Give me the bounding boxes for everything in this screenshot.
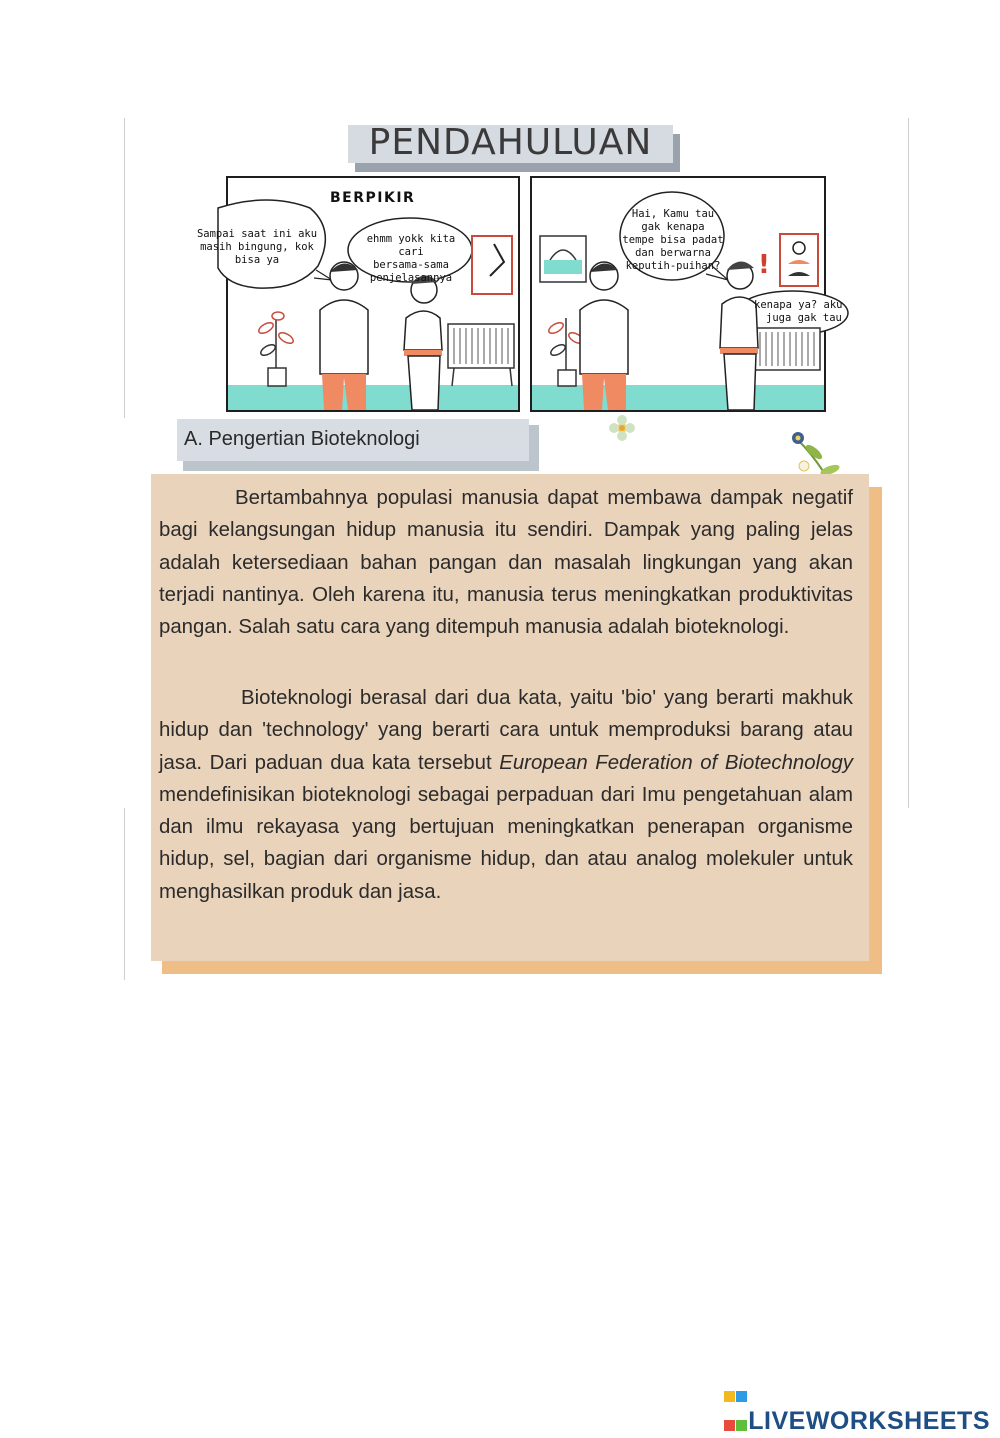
logo-squares-icon [724, 1380, 748, 1438]
paragraph-1-text: Bertambahnya populasi manusia dapat membawa dampak negatif bagi kelangsungan hidup manusia itu sendiri. Dampak yang paling jelas adalah ketersediaan bahan pangan dan masalah lingkungan yang akan terjadi nantinya. Oleh karena itu, manusia terus meningkatkan produktivitas pangan. Salah satu cara yang ditempuh manusia adalah bioteknologi. [159, 487, 853, 639]
bubble-line: Hai, Kamu tau [631, 208, 715, 220]
page-border-right [908, 118, 909, 808]
page-title: PENDAHULUAN [368, 122, 653, 163]
bubble-line: ehmm yokk kita cari [366, 233, 456, 258]
bubble-line: juga gak tau [766, 312, 842, 324]
bubble-line: masih bingung, kok [200, 241, 314, 253]
bubble-line: bersama-sama [373, 259, 449, 271]
bubble-line: gak kenapa [641, 221, 705, 233]
page-border-left [124, 118, 125, 418]
bubble-line: penjelasannya [369, 272, 453, 284]
bubble-line: kenapa ya? aku [754, 299, 843, 311]
liveworksheets-logo[interactable] [724, 1380, 990, 1438]
comic-panel-1-illustration [228, 178, 518, 410]
bubble-line: dan berwarna [635, 247, 711, 259]
paragraph-2-text-a: Bioteknologi berasal dari dua kata, yaitu 'bio' yang berarti makhuk hidup dan 'technology' yang berarti cara untuk memproduksi barang atau jasa. Dari paduan dua kata tersebut [159, 687, 853, 774]
paragraph-2-italic: European Federation of Biotechnology [499, 751, 853, 774]
panel-2-bubble-top [618, 208, 728, 273]
panel-1-heading: BERPIKIR [330, 190, 416, 206]
bubble-line: keputih-puihan? [625, 260, 721, 272]
exclamation-mark: ! [758, 250, 770, 280]
page-border-left-lower [124, 808, 125, 980]
bubble-line: tempe bisa padat [622, 234, 724, 246]
small-flower-icon [609, 415, 635, 441]
paragraph-2 [159, 682, 853, 908]
logo-text: LIVEWORKSHEETS [748, 1407, 990, 1435]
panel-1-bubble-left [182, 228, 332, 267]
bubble-line: Sampai saat ini aku [196, 228, 318, 240]
bubble-line: bisa ya [234, 254, 280, 266]
comic-panel-2 [530, 176, 843, 412]
panel-2-bubble-right [754, 299, 846, 325]
paragraph-1 [159, 482, 853, 643]
section-heading: A. Pengertian Bioteknologi [184, 428, 420, 450]
comic-panel-1 [196, 176, 520, 412]
paragraph-2-text-b: mendefinisikan bioteknologi sebagai perpaduan dari Imu pengetahuan alam dan ilmu rekayasa yang bertujuan meningkatkan penerapan organisme hidup, sel, bagian dari organisme hidup, dan atau analog molekuler untuk menghasilkan produk dan jasa. [159, 783, 853, 903]
panel-1-bubble-right [356, 233, 466, 285]
